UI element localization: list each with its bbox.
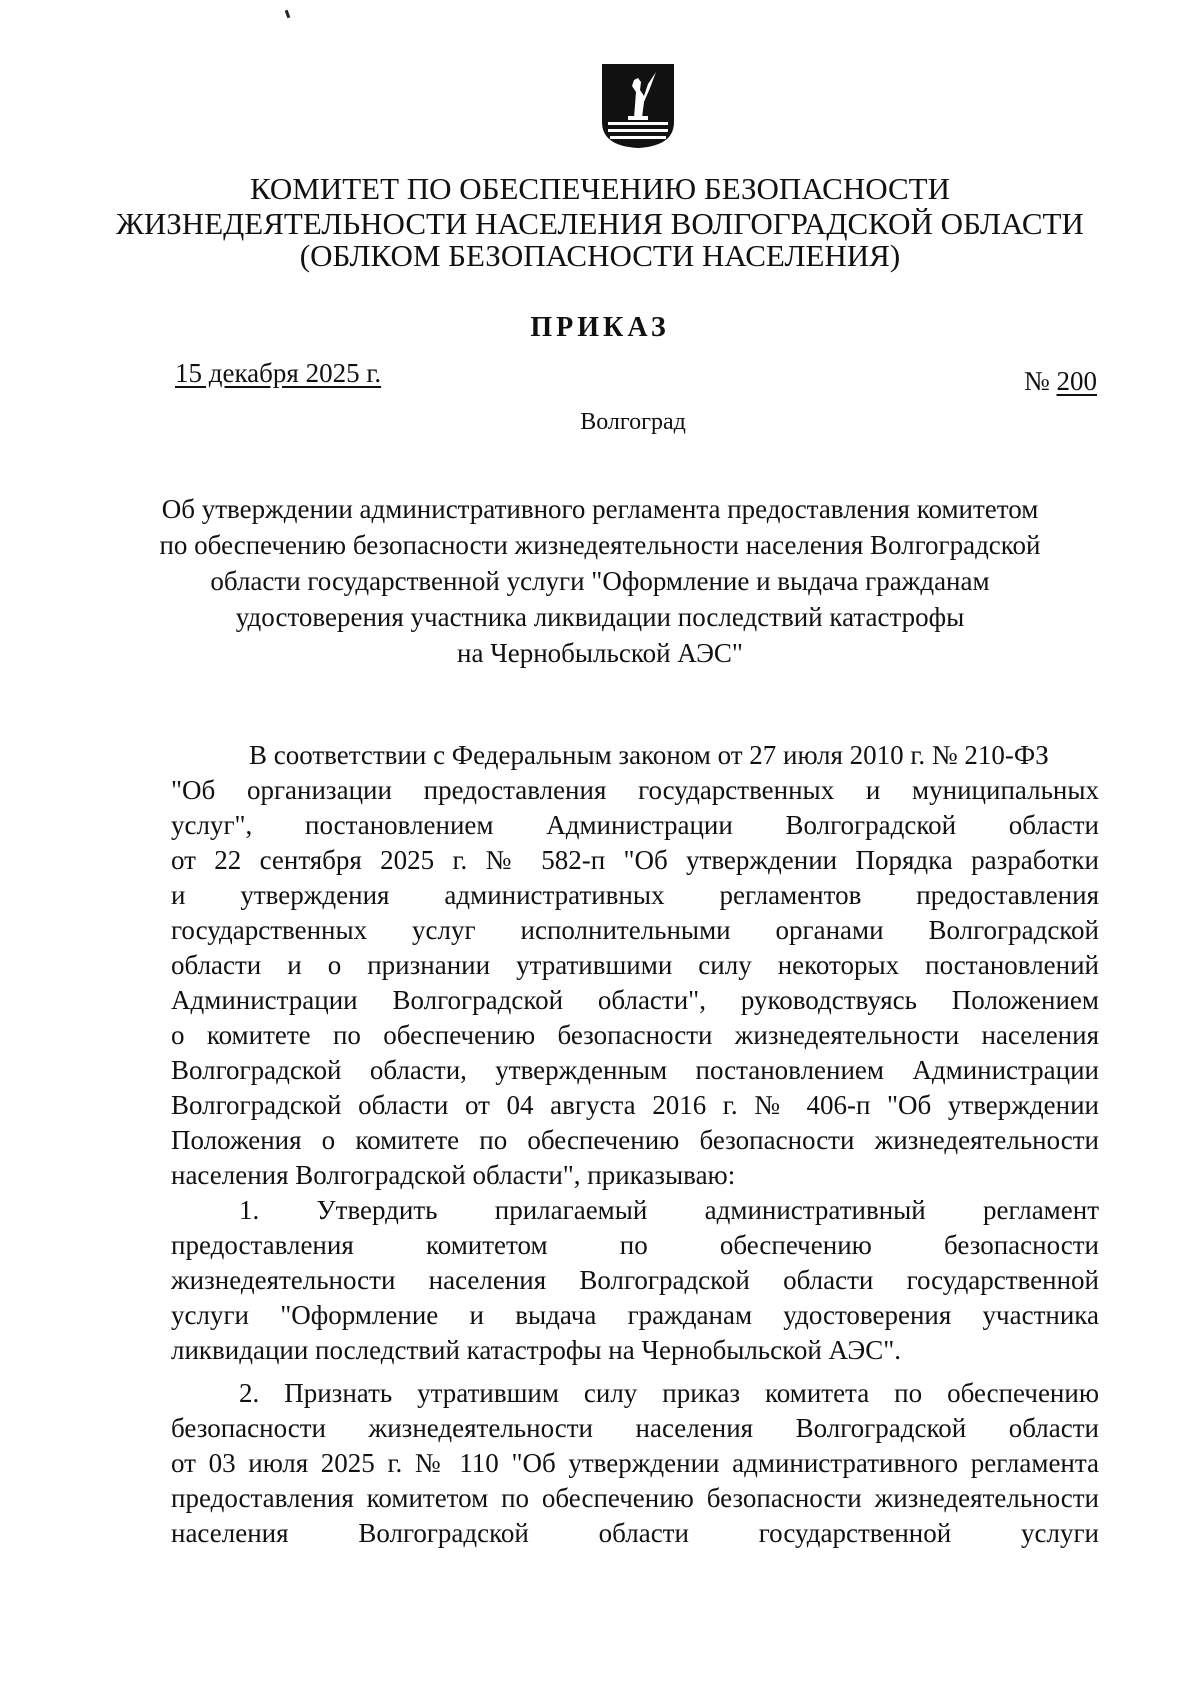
item-2-line: предоставления комитетом по обеспечению безопасности жизнедеятельности	[171, 1483, 1099, 1513]
org-name-line-1: КОМИТЕТ ПО ОБЕСПЕЧЕНИЮ БЕЗОПАСНОСТИ	[249, 171, 950, 206]
item-2-line: 2. Признать утратившим силу приказ комитета по обеспечению	[239, 1378, 1099, 1408]
document-date: 15 декабря 2025 г.	[175, 358, 382, 388]
document-body	[171, 738, 1099, 1551]
preamble-line: населения Волгоградской области", приказываю:	[171, 1160, 736, 1190]
item-2-line: от 03 июля 2025 г. № 110 "Об утверждении административного регламента	[171, 1448, 1099, 1478]
preamble-line: Положения о комитете по обеспечению безопасности жизнедеятельности	[171, 1125, 1099, 1155]
document-number	[1024, 366, 1097, 397]
subject-line: на Чернобыльской АЭС"	[457, 638, 743, 668]
item-1-line: предоставления комитетом по обеспечению безопасности	[171, 1230, 1099, 1260]
document-city: Волгоград	[580, 409, 686, 435]
item-1-line: жизнедеятельности населения Волгоградской области государственной	[171, 1265, 1099, 1295]
volgograd-emblem-icon	[600, 62, 676, 150]
number-sign: №	[1023, 366, 1050, 396]
subject-line: Об утверждении административного регламента предоставления комитетом	[161, 494, 1039, 524]
subject-line: области государственной услуги "Оформление и выдача гражданам	[210, 566, 990, 596]
item-1-line: 1. Утвердить прилагаемый административный регламент	[239, 1195, 1099, 1225]
item-1-line: ликвидации последствий катастрофы на Чернобыльской АЭС".	[171, 1335, 901, 1365]
org-name-line-3: (ОБЛКОМ БЕЗОПАСНОСТИ НАСЕЛЕНИЯ)	[299, 238, 901, 273]
preamble-line: области и о признании утратившими силу некоторых постановлений	[171, 950, 1099, 980]
subject-line: удостоверения участника ликвидации последствий катастрофы	[235, 602, 965, 632]
preamble-line: Волгоградской области, утвержденным постановлением Администрации	[171, 1055, 1099, 1085]
document-subject	[150, 491, 1050, 671]
item-1-line: услуги "Оформление и выдача гражданам удостоверения участника	[171, 1300, 1099, 1330]
preamble-line: "Об организации предоставления государственных и муниципальных	[171, 775, 1099, 805]
preamble-line: услуг", постановлением Администрации Волгоградской области	[171, 810, 1099, 840]
subject-line: по обеспечению безопасности жизнедеятельности населения Волгоградской	[159, 530, 1041, 560]
preamble-line: о комитете по обеспечению безопасности жизнедеятельности населения	[171, 1020, 1099, 1050]
preamble-line: Администрации Волгоградской области", руководствуясь Положением	[171, 985, 1099, 1015]
preamble-line: от 22 сентября 2025 г. № 582-п "Об утверждении Порядка разработки	[171, 845, 1099, 875]
preamble-line: и утверждения административных регламентов предоставления	[171, 880, 1099, 910]
preamble-line: В соответствии с Федеральным законом от 27 июля 2010 г. № 210-ФЗ	[249, 740, 1049, 770]
document-type: ПРИКАЗ	[530, 312, 670, 343]
item-2-line: безопасности жизнедеятельности населения Волгоградской области	[171, 1413, 1099, 1443]
org-name-line-2: ЖИЗНЕДЕЯТЕЛЬНОСТИ НАСЕЛЕНИЯ ВОЛГОГРАДСКОЙ ОБЛАСТИ	[116, 206, 1084, 241]
item-2-line: населения Волгоградской области государственной услуги	[171, 1518, 1099, 1548]
preamble-line: государственных услуг исполнительными органами Волгоградской	[171, 915, 1099, 945]
number-value: 200	[1056, 366, 1097, 396]
preamble-line: Волгоградской области от 04 августа 2016 г. № 406-п "Об утверждении	[171, 1090, 1099, 1120]
scan-speck	[285, 10, 291, 19]
